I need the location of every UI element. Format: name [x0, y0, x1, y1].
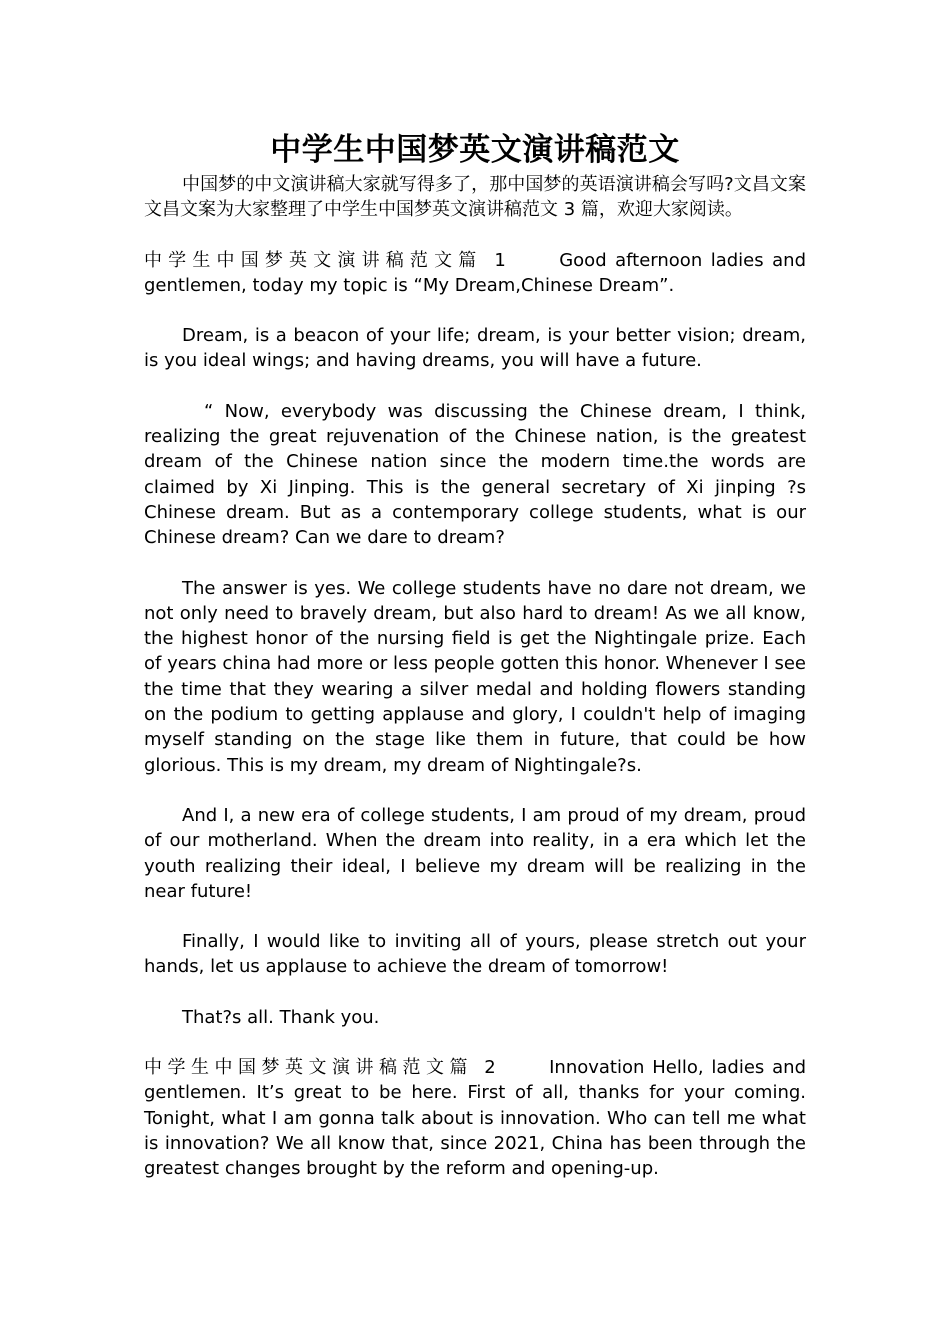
section-2-heading: 中学生中国梦英文演讲稿范文篇 2 [144, 1057, 500, 1079]
section-1-opening [144, 248, 806, 299]
section-2-opening-text: Innovation Hello, ladies and gentlemen. It’s great to be here. First of all, thanks for your coming. Tonight, what I am gonna talk about is innovation. Who can tell me what is innovation? We all know that, since 2021, China has been through the greatest changes brought by the reform and opening-up. [144, 1057, 806, 1180]
document-page [144, 128, 806, 1182]
document-title: 中学生中国梦英文演讲稿范文 [270, 132, 680, 168]
section-1-paragraph: Finally, I would like to inviting all of yours, please stretch out your hands, let us applause to achieve the dream of tomorrow! [144, 931, 806, 978]
intro-paragraph: 中国梦的中文演讲稿大家就写得多了，那中国梦的英语演讲稿会写吗?文昌文案文昌文案为大家整理了中学生中国梦英文演讲稿范文 3 篇，欢迎大家阅读。 [144, 174, 806, 221]
section-1-paragraph: That?s all. Thank you. [182, 1006, 380, 1028]
section-1-paragraph: The answer is yes. We college students have no dare not dream, we not only need to bravely dream, but also hard to dream! As we all know, the highest honor of the nursing field is get the Nightingale prize. Each of years china had more or less people gotten this honor. Whenever I see the time that they wearing a silver medal and holding flowers standing on the podium to getting applause and glory, I couldn't help of imaging myself standing on the stage like them in future, that could be how glorious. This is my dream, my dream of Nightingale?s. [144, 577, 806, 776]
section-2-opening [144, 1055, 806, 1181]
section-1-opening-text: Good afternoon ladies and gentlemen, today my topic is “My Dream,Chinese Dream”. [144, 249, 806, 296]
section-1-heading: 中学生中国梦英文演讲稿范文篇 1 [144, 249, 510, 271]
section-1-paragraph: Dream, is a beacon of your life; dream, is your better vision; dream, is you ideal wings; and having dreams, you will have a future. [144, 325, 806, 372]
section-1-paragraph: And I, a new era of college students, I am proud of my dream, proud of our motherland. When the dream into reality, in a era which let the youth realizing their ideal, I believe my dream will be realizing in the near future! [144, 804, 806, 902]
section-1-paragraph: “ Now, everybody was discussing the Chinese dream, I think, realizing the great rejuvenation of the Chinese nation, is the greatest dream of the Chinese nation since the modern time.the words are claimed by Xi Jinping. This is the general secretary of Xi jinping ?s Chinese dream. But as a contemporary college students, what is our Chinese dream? Can we dare to dream? [144, 400, 806, 549]
